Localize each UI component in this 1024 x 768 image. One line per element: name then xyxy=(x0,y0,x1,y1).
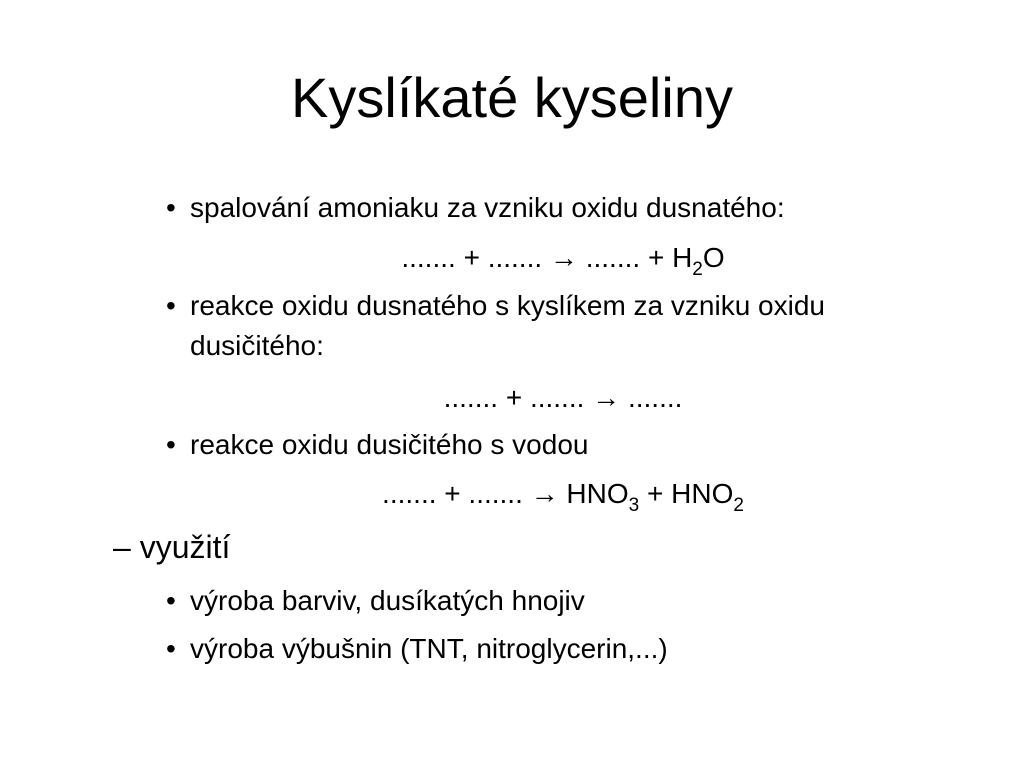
equation xyxy=(0,474,1024,518)
list-item xyxy=(166,425,926,465)
section-heading: – využití xyxy=(113,529,231,565)
list-item xyxy=(166,188,926,228)
list-item-text: výroba výbušnin (TNT, nitroglycerin,...) xyxy=(190,633,668,664)
equation xyxy=(0,378,1024,418)
bullet-marker: • xyxy=(166,585,176,616)
bullet-marker: • xyxy=(166,429,176,460)
slide-title: Kyslíkaté kyseliny xyxy=(291,66,733,129)
list-item xyxy=(166,581,926,621)
list-item-text: reakce oxidu dusičitého s vodou xyxy=(190,429,589,460)
bullet-marker: • xyxy=(166,633,176,664)
equation-body: ....... + ....... → ....... xyxy=(443,382,683,413)
equation-body: ....... + ....... → ....... + $H_2O$ xyxy=(401,242,725,280)
equation xyxy=(0,238,1024,282)
list-item xyxy=(166,629,926,669)
equation-body: ....... + ....... → $HNO_3 + HNO_2$ xyxy=(382,478,744,516)
bullet-marker: • xyxy=(166,290,176,321)
list-item-text: spalování amoniaku za vzniku oxidu dusnatého: xyxy=(190,192,785,223)
bullet-marker: • xyxy=(166,192,176,223)
list-item xyxy=(166,286,886,366)
list-item-text: reakce oxidu dusnatého s kyslíkem za vzniku oxidu dusičitého: xyxy=(190,290,825,361)
list-item-text: výroba barviv, dusíkatých hnojiv xyxy=(190,585,585,616)
